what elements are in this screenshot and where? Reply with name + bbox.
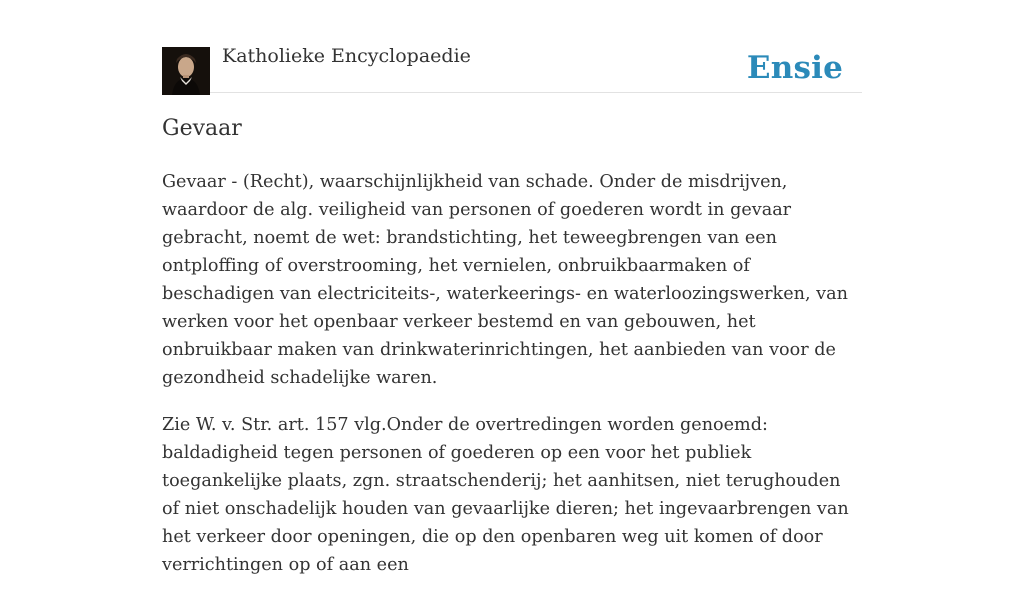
page-container <box>162 0 862 575</box>
article-paragraph: Zie W. v. Str. art. 157 vlg.Onder de overtredingen worden genoemd: baldadigheid tegen personen of goederen op een voor het publiek toegankelijke plaats, zgn. straatschenderij; het aanhitsen, niet terughouden of niet onschadelijk houden van gevaarlijke dieren; het ingevaarbrengen van het verkeer door openingen, die op den openbaren weg uit komen of door verrichtingen op of aan een <box>162 415 849 575</box>
article-body <box>162 168 862 598</box>
brand-logo[interactable]: Ensie <box>746 50 843 86</box>
source-name[interactable]: Katholieke Encyclopaedie <box>222 45 471 67</box>
article-title: Gevaar <box>162 116 242 141</box>
article-paragraph: Gevaar - (Recht), waarschijnlijkheid van schade. Onder de misdrijven, waardoor de alg. veiligheid van personen of goederen wordt in gevaar gebracht, noemt de wet: brandstichting, het teweegbrengen van een ontploffing of overstrooming, het vernielen, onbruikbaarmaken of beschadigen van electriciteits-, waterkeerings- en waterloozingswerken, van werken voor het openbaar verkeer bestemd en van gebouwen, het onbruikbaar maken van drinkwaterinrichtingen, het aanbieden van voor de gezondheid schadelijke waren. <box>162 172 848 388</box>
header <box>162 0 862 93</box>
portrait-avatar-icon[interactable] <box>162 47 210 95</box>
